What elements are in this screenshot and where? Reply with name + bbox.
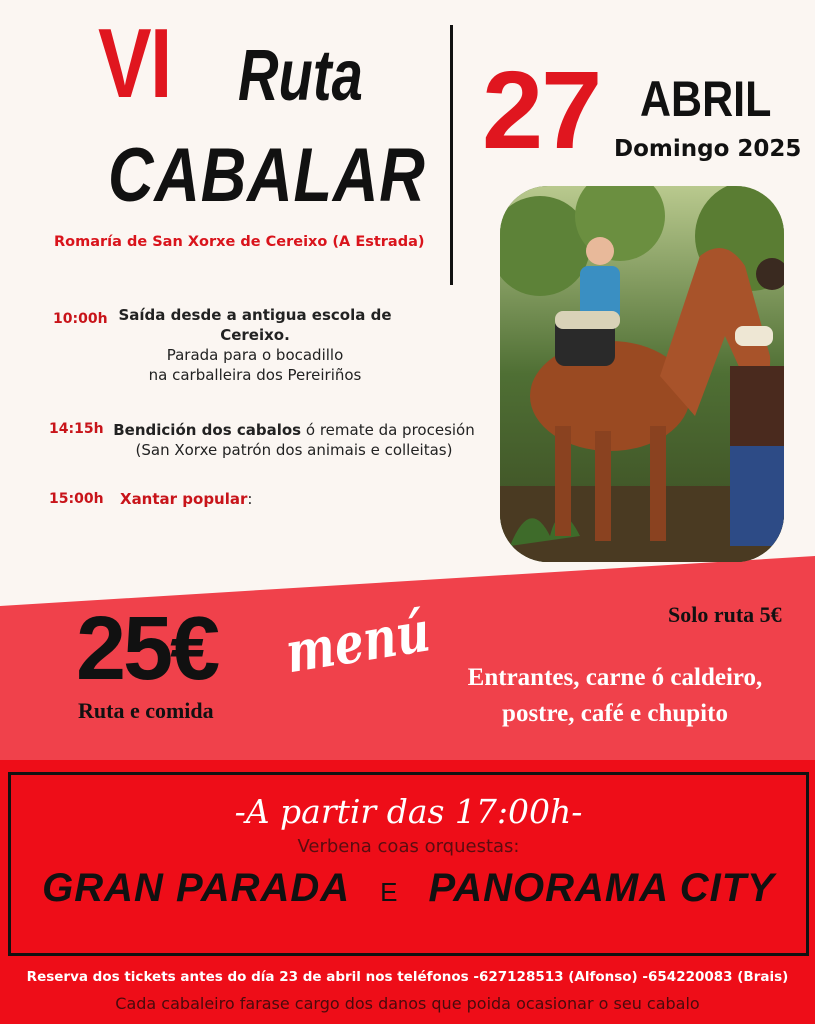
date-weekday-year: Domingo 2025 [614,136,802,162]
event-subtitle: Romaría de San Xorxe de Cereixo (A Estrada) [54,234,425,250]
disclaimer: Cada cabaleiro farase cargo dos danos que poida ocasionar o seu cabalo [115,994,700,1013]
schedule-rest-2: ó remate da procesión [301,421,475,439]
orchestras [8,866,809,911]
menu-items-line1: Entrantes, carne ó caldeiro, [467,664,763,691]
schedule-time-1: 10:00h [53,311,108,327]
horse-photo [500,186,784,562]
schedule-title-2: Bendición dos cabalos [113,421,302,439]
solo-ruta-price: Solo ruta 5€ [668,602,782,627]
menu-items-line2: postre, café e chupito [502,700,728,727]
menu-items [430,660,800,732]
date-month: ABRIL [640,71,772,127]
schedule-item-3 [120,489,252,509]
date-day: 27 [482,49,601,172]
schedule-detail-1a: Parada para o bocadillo [166,346,344,364]
schedule-rest-3: : [247,490,253,508]
band-joiner: E [380,877,399,907]
verbena-label: Verbena coas orquestas: [297,836,520,857]
schedule-detail-1b: na carballeira dos Pereiriños [148,366,362,384]
reservation-info: Reserva dos tickets antes do día 23 de abril nos teléfonos -627128513 (Alfonso) -654220083 (Brais) [26,969,789,985]
band-2: PANORAMA CITY [428,866,775,910]
menu-price-label: Ruta e comida [78,698,214,723]
header-divider [450,25,453,285]
title-cabalar: CABALAR [108,133,426,218]
evening-start-time: -A partir das 17:00h- [234,792,583,831]
schedule-title-3: Xantar popular [120,490,248,508]
edition-number: VI [98,8,171,118]
schedule-item-1 [110,305,400,385]
band-1: GRAN PARADA [42,866,351,910]
menu-price: 25€ [76,599,218,699]
schedule-item-2 [106,420,482,460]
horse-rider-illustration [500,186,784,562]
schedule-time-2: 14:15h [49,421,104,437]
menu-heading: menú [281,598,435,687]
schedule-title-1b: Cereixo. [220,326,290,344]
schedule-title-1: Saída desde a antigua escola de [118,306,392,324]
schedule-detail-2: (San Xorxe patrón dos animais e colleitas) [135,441,453,459]
title-ruta: Ruta [238,36,363,116]
schedule-time-3: 15:00h [49,491,104,507]
